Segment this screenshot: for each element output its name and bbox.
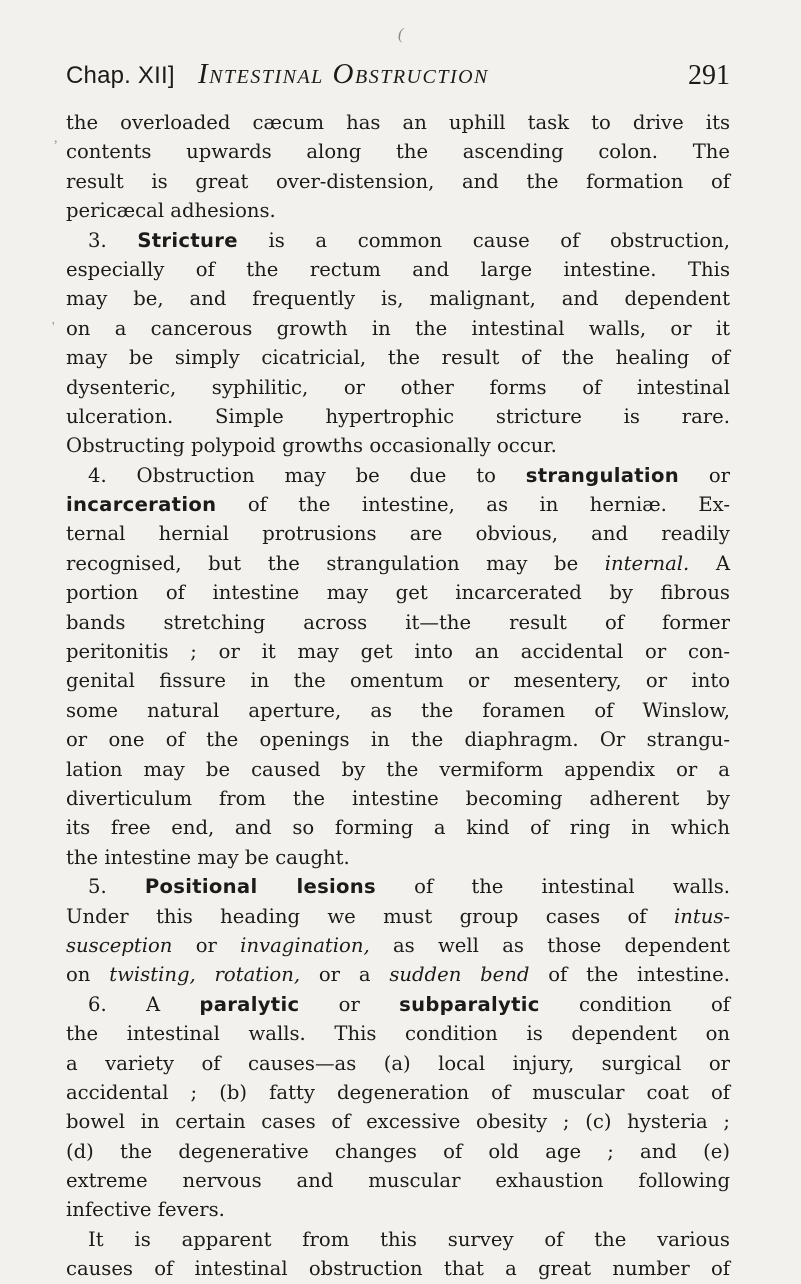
text-line: genital fissure in the omentum or mesentery, or into	[66, 669, 730, 693]
emphasis-internal: internal.	[604, 551, 690, 575]
item-number: 3.	[88, 228, 107, 252]
text-line: may be simply cicatricial, the result of the healing of	[66, 346, 730, 370]
term-strangulation: strangulation	[525, 463, 679, 487]
text-line: or one of the openings in the diaphragm. Or strangu-	[66, 728, 730, 752]
text-line: accidental ; (b) fatty degeneration of muscular coat of	[66, 1080, 730, 1104]
emphasis-intus: intus-	[673, 904, 730, 928]
text-line: causes of intestinal obstruction that a great number of	[66, 1257, 730, 1281]
running-header	[66, 58, 730, 98]
text-line	[66, 490, 730, 519]
margin-tick-mark: '	[52, 320, 55, 335]
text-line: pericæcal adhesions.	[66, 199, 276, 223]
emphasis-rotation: rotation,	[214, 963, 301, 987]
text-line: Obstructing polypoid growths occasionally occur.	[66, 434, 557, 458]
text-line: the intestine may be caught.	[66, 845, 350, 869]
text-line: the overloaded cæcum has an uphill task to drive its	[66, 111, 730, 134]
text-line: especially of the rectum and large intestine. This	[66, 257, 730, 281]
term-incarceration: incarceration	[66, 493, 217, 517]
text-line: lation may be caused by the vermiform appendix or a	[66, 757, 730, 781]
text-line	[66, 902, 730, 931]
term-paralytic: paralytic	[199, 992, 300, 1016]
text-line: a variety of causes—as (a) local injury, surgical or	[66, 1051, 730, 1075]
text-run: condition of	[578, 992, 730, 1016]
item-3-stricture	[66, 226, 730, 255]
text-line: It is apparent from this survey of the various	[88, 1227, 730, 1251]
text-line	[66, 960, 730, 989]
text-line: infective fevers.	[66, 1198, 225, 1222]
text-line: contents upwards along the ascending colon. The	[66, 140, 730, 164]
text-run: 4. Obstruction may be due to	[88, 463, 496, 487]
text-run: as well as those dependent	[393, 933, 730, 957]
emphasis-susception: susception	[66, 933, 173, 957]
text-run: 6. A	[88, 992, 161, 1016]
text-run: or	[708, 463, 730, 487]
text-line	[66, 931, 730, 960]
text-run: recognised, but the strangulation may be	[66, 551, 579, 575]
text-run: A	[715, 551, 730, 575]
text-line: ulceration. Simple hypertrophic stricture is rare.	[66, 404, 730, 428]
emphasis-sudden-bend: sudden bend	[389, 963, 530, 987]
text-line: portion of intestine may get incarcerated by fibrous	[66, 581, 730, 605]
text-line: on a cancerous growth in the intestinal walls, or it	[66, 316, 730, 340]
text-run: or a	[318, 963, 371, 987]
text-line: its free end, and so forming a kind of ring in which	[66, 816, 730, 840]
item-4-strangulation	[66, 461, 730, 490]
text-run: or	[338, 992, 360, 1016]
text-line: bowel in certain cases of excessive obesity ; (c) hysteria ;	[66, 1110, 730, 1134]
text-run: Under this heading we must group cases of	[66, 904, 647, 928]
text-line: extreme nervous and muscular exhaustion following	[66, 1169, 730, 1193]
text-run: of the intestine, as in herniæ. Ex-	[247, 493, 730, 517]
text-line	[66, 549, 730, 578]
item-6-paralytic	[66, 990, 730, 1019]
chapter-label: Chap. XII]	[66, 62, 175, 89]
emphasis-twisting: twisting,	[109, 963, 196, 987]
page-number: 291	[688, 60, 730, 91]
text-line: peritonitis ; or it may get into an accidental or con-	[66, 640, 730, 664]
emphasis-invagination: invagination,	[240, 933, 370, 957]
text-line: ternal hernial protrusions are obvious, and readily	[66, 522, 730, 546]
item-number: 5.	[88, 875, 107, 899]
text-line: bands stretching across it—the result of former	[66, 610, 730, 634]
text-line: the intestinal walls. This condition is dependent on	[66, 1022, 730, 1046]
stray-ink-mark: (	[398, 26, 404, 43]
text-line: may be, and frequently is, malignant, and dependent	[66, 287, 730, 311]
running-title: Intestinal Obstruction	[198, 58, 489, 90]
text-line: some natural aperture, as the foramen of Winslow,	[66, 698, 730, 722]
text-run: of the intestinal walls.	[414, 875, 731, 899]
text-run: is a common cause of obstruction,	[268, 228, 731, 252]
text-line: (d) the degenerative changes of old age ; and (e)	[66, 1139, 730, 1163]
term-stricture: Stricture	[137, 228, 238, 252]
text-line: dysenteric, syphilitic, or other forms of intestinal	[66, 375, 730, 399]
item-5-positional-lesions	[66, 872, 730, 901]
text-run: of the intestine.	[548, 963, 730, 987]
margin-tick-mark: ,	[54, 131, 58, 146]
text-run: or	[195, 933, 217, 957]
body-text	[66, 108, 730, 1284]
term-positional-lesions: Positional lesions	[144, 875, 377, 899]
text-line: diverticulum from the intestine becoming adherent by	[66, 786, 730, 810]
text-run: on	[66, 963, 91, 987]
term-subparalytic: subparalytic	[399, 992, 540, 1016]
text-line: result is great over-distension, and the formation of	[66, 169, 730, 193]
